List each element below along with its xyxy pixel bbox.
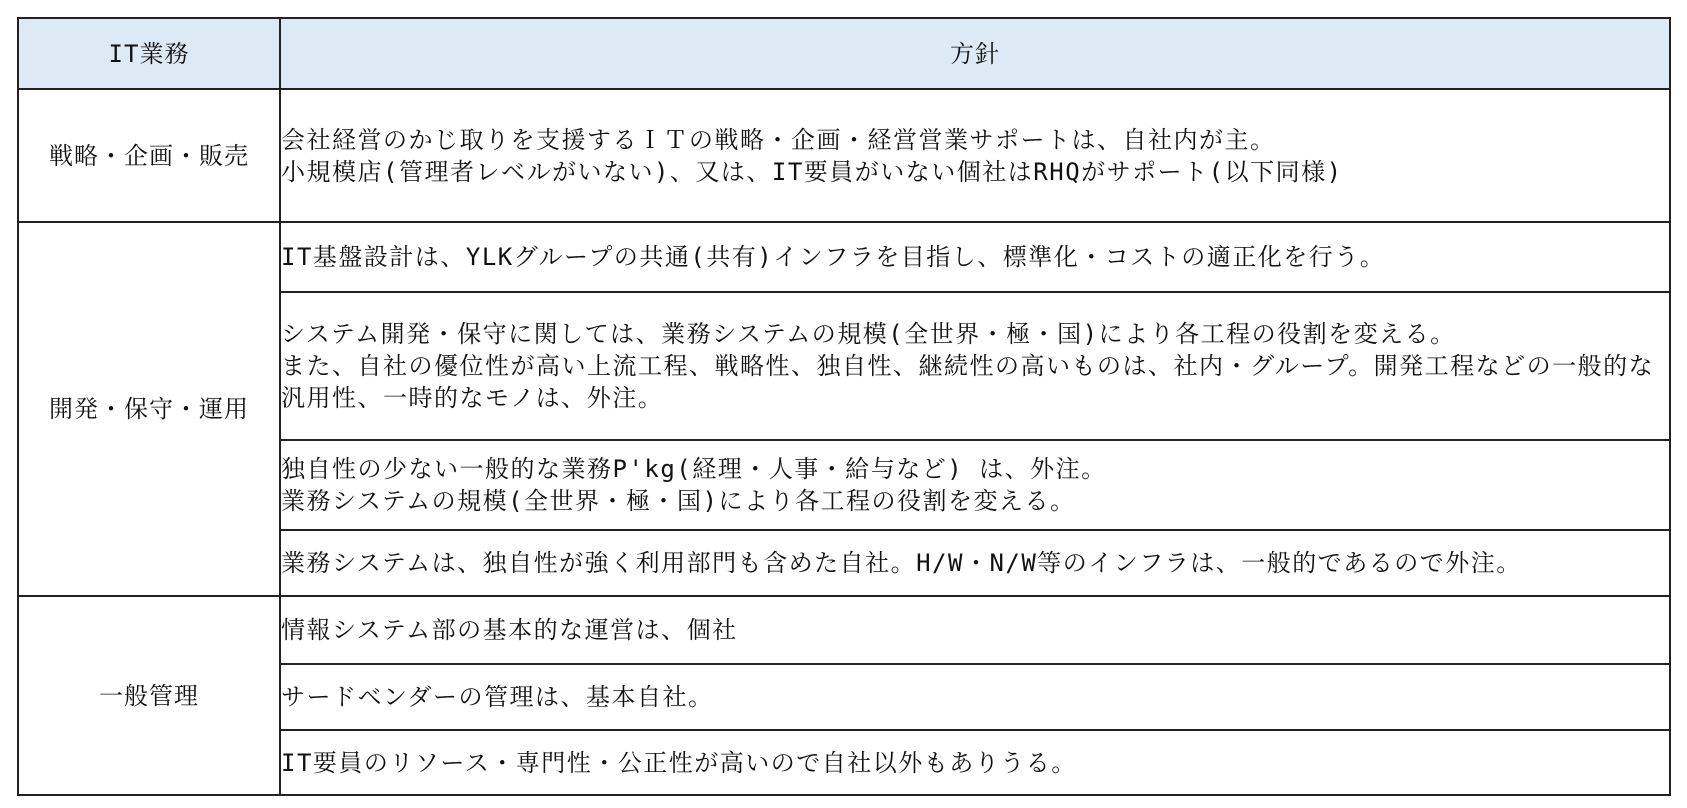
header-policy: 方針: [280, 18, 1670, 89]
table-row: [18, 89, 1670, 222]
policy-text: 情報システム部の基本的な運営は、個社: [281, 616, 738, 644]
policy-text: サードベンダーの管理は、基本自社。: [281, 683, 714, 711]
policy-text: 小規模店(管理者レベルがいない)、又は、IT要員がいない個社はRHQがサポート(以下同様): [281, 157, 1343, 186]
table-row: [18, 596, 1670, 664]
policy-text: システム開発・保守に関しては、業務システムの規模(全世界・極・国)により各工程の役割を変える。: [281, 320, 1456, 348]
policy-cell: [280, 664, 1670, 730]
policy-cell: [280, 730, 1670, 795]
table-row: [18, 222, 1670, 292]
table-header-row: [18, 18, 1670, 89]
policy-text: 業務システムの規模(全世界・極・国)により各工程の役割を変える。: [281, 487, 1076, 515]
policy-text: 独自性の少ない一般的な業務P'kg(経理・人事・給与など) は、外注。: [281, 455, 1107, 483]
policy-cell: [280, 530, 1670, 596]
policy-cell: [280, 596, 1670, 664]
category-cell: 開発・保守・運用: [18, 222, 280, 596]
policy-text: また、自社の優位性が高い上流工程、戦略性、独自性、継続性の高いものは、社内・グループ。開発工程などの一般的な汎用性、一時的なモノは、外注。: [281, 352, 1655, 412]
policy-cell: [280, 222, 1670, 292]
policy-text: 業務システムは、独自性が強く利用部門も含めた自社。H/W・N/W等のインフラは、一般的であるので外注。: [281, 549, 1522, 577]
header-it-business: IT業務: [18, 18, 280, 89]
it-policy-table: [17, 17, 1671, 796]
category-cell: 一般管理: [18, 596, 280, 795]
policy-cell: [280, 440, 1670, 530]
policy-text: IT基盤設計は、YLKグループの共通(共有)インフラを目指し、標準化・コストの適正化を行う。: [281, 243, 1386, 271]
policy-text: IT要員のリソース・専門性・公正性が高いので自社以外もありうる。: [281, 748, 1077, 777]
policy-text: 会社経営のかじ取りを支援するＩＴの戦略・企画・経営営業サポートは、自社内が主。: [281, 125, 1276, 154]
policy-cell: [280, 292, 1670, 440]
category-cell: 戦略・企画・販売: [18, 89, 280, 222]
policy-cell: [280, 89, 1670, 222]
